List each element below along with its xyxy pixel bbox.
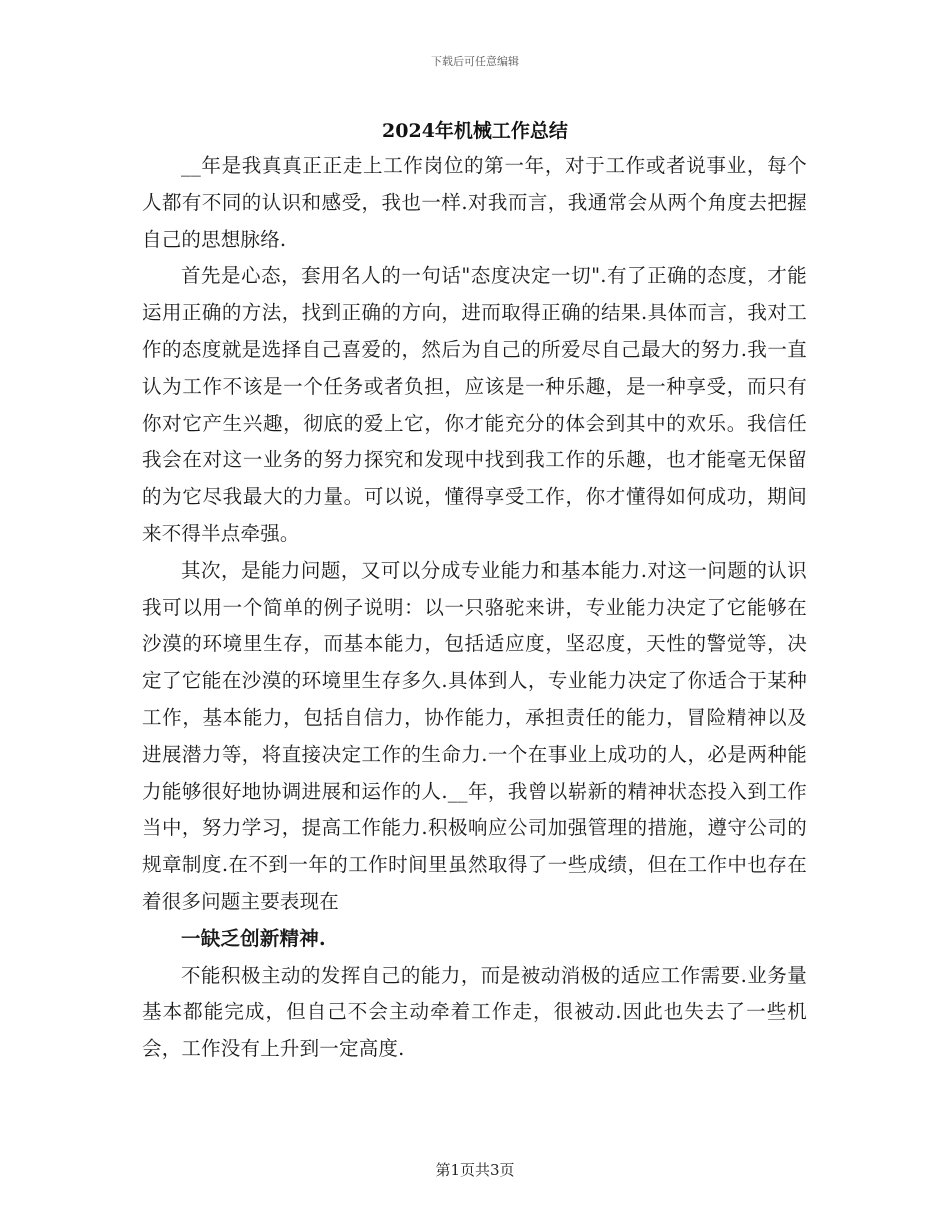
section-heading-innovation: 一缺乏创新精神.: [181, 926, 326, 950]
document-title: 2024年机械工作总结: [382, 120, 568, 142]
page-number: 第1页共3页: [435, 1161, 515, 1179]
header-note: 下载后可任意编辑: [431, 55, 519, 68]
paragraph-attitude: 首先是心态，套用名人的一句话"态度决定一切".有了正确的态度，才能运用正确的方法，找到正确的方向，进而取得正确的结果.具体而言，我对工作的态度就是选择自己喜爱的，然后为自己的所爱尽自己最大的努力.我一直认为工作不该是一个任务或者负担，应该是一种乐趣，是一种享受，而只有你对它产生兴趣，彻底的爱上它，你才能充分的体会到其中的欢乐。我信任我会在对这一业务的努力探究和发现中找到我工作的乐趣，也才能毫无保留的为它尽我最大的力量。可以说，懂得享受工作，你才懂得如何成功，期间来不得半点牵强。: [142, 264, 807, 545]
paragraph-intro: __年是我真真正正走上工作岗位的第一年，对于工作或者说事业，每个人都有不同的认识和感受，我也一样.对我而言，我通常会从两个角度去把握自己的思想脉络.: [142, 154, 807, 251]
document-body: [142, 148, 807, 1068]
paragraph-innovation: 不能积极主动的发挥自己的能力，而是被动消极的适应工作需要.业务量基本都能完成，但自己不会主动牵着工作走，很被动.因此也失去了一些机会，工作没有上升到一定高度.: [142, 963, 807, 1061]
paragraph-ability: 其次，是能力问题，又可以分成专业能力和基本能力.对这一问题的认识我可以用一个简单的例子说明：以一只骆驼来讲，专业能力决定了它能够在沙漠的环境里生存，而基本能力，包括适应度，坚忍度，天性的警觉等，决定了它能在沙漠的环境里生存多久.具体到人，专业能力决定了你适合于某种工作，基本能力，包括自信力，协作能力，承担责任的能力，冒险精神以及进展潜力等，将直接决定工作的生命力.一个在事业上成功的人，必是两种能力能够很好地协调进展和运作的人.__年，我曾以崭新的精神状态投入到工作当中，努力学习，提高工作能力.积极响应公司加强管理的措施，遵守公司的规章制度.在不到一年的工作时间里虽然取得了一些成绩，但在工作中也存在着很多问题主要表现在: [142, 558, 807, 913]
